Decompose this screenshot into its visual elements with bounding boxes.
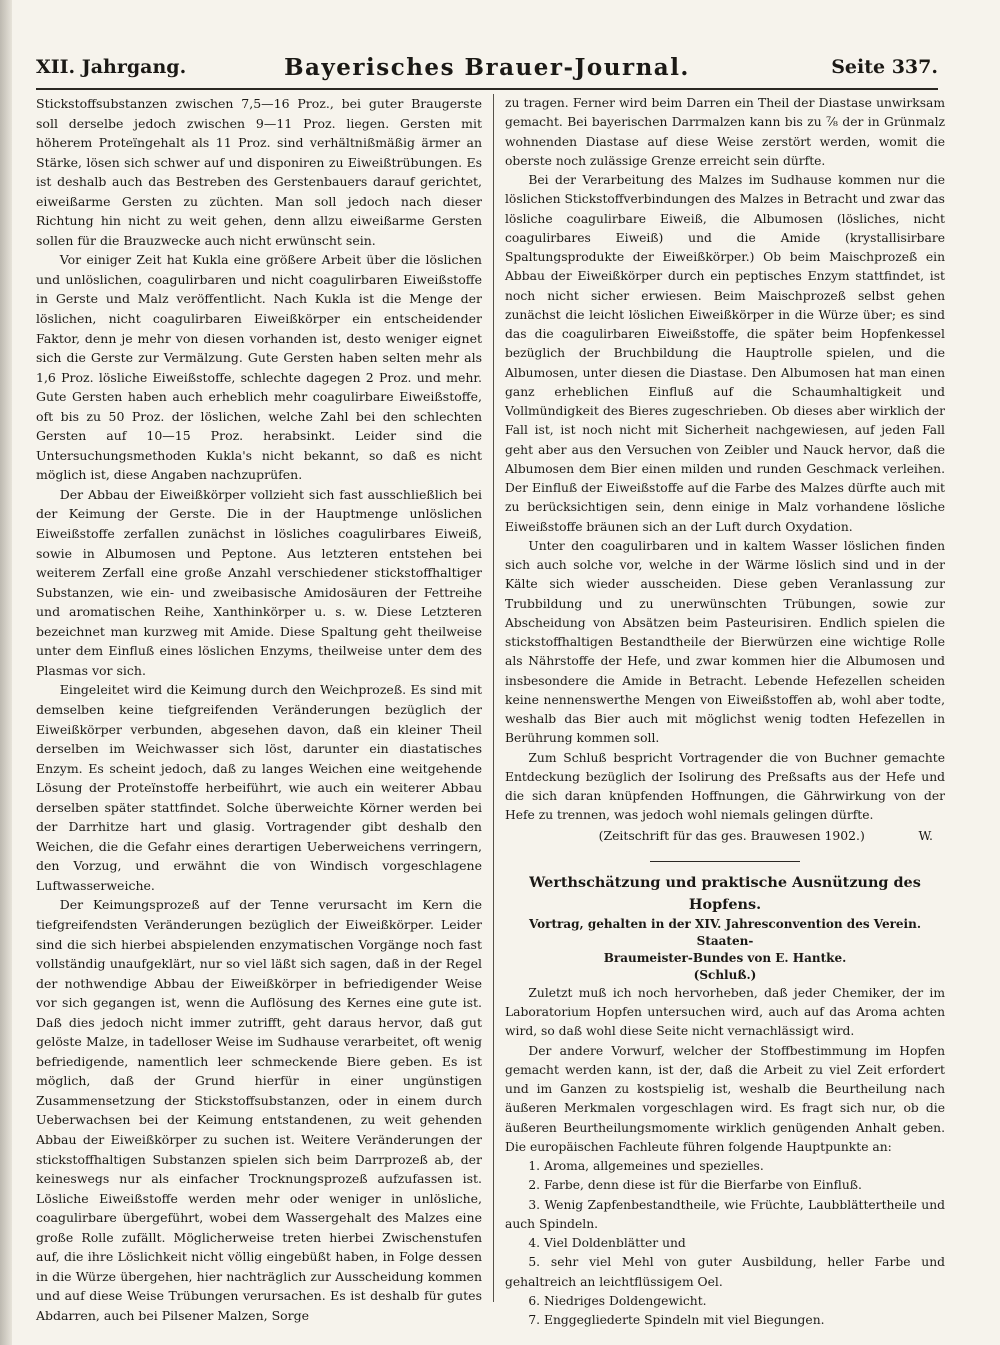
article-subtitle: Vortrag, gehalten in der XIV. Jahresconvention des Verein. Staaten- — [528, 916, 922, 948]
list-item: 1. Aroma, allgemeines und spezielles. — [528, 1159, 764, 1173]
paragraph: Eingeleitet wird die Keimung durch den Weichprozeß. Es sind mit demselben keine tiefgreifenden Veränderungen bezüglich der Eiweißkörper verbunden, abgesehen davon, daß ein kleiner Theil derselben im Weichwasser sich löst, darunter ein diastatisches Enzym. Es scheint jedoch, daß zu langes Weichen eine weitgehende Lösung der Proteïnstoffe herbeiführt, wie auch ein weiterer Abbau derselben später stattfindet. Solche überweichte Körner werden bei der Darrhitze hart und glasig. Vortragender gibt deshalb den Weichen, die die Gefahr eines derartigen Ueberweichens verringern, den Vorzug, und erwähnt die von Windisch vorgeschlagene Luftwasserweiche. — [36, 682, 482, 893]
article-title: Werthschätzung und praktische Ausnützung des Hopfens. — [529, 873, 921, 913]
paragraph: zu tragen. Ferner wird beim Darren ein Theil der Diastase unwirksam gemacht. Bei bayerischen Darrmalzen kann bis zu ⁷⁄₈ der in Grünmalz wohnenden Diastase auf diese Weise zerstört werden, womit die oberste noch zulässige Grenze erreicht sein dürfte. — [505, 96, 945, 168]
list-item: 2. Farbe, denn diese ist für die Bierfarbe von Einfluß. — [528, 1178, 862, 1193]
article-subtitle: Braumeister-Bundes von E. Hantke. — [603, 950, 847, 965]
scan-edge — [0, 0, 12, 1345]
journal-title: Bayerisches Brauer-Journal. — [284, 54, 690, 81]
list-item: 4. Viel Doldenblätter und — [528, 1236, 686, 1250]
paragraph: Unter den coagulirbaren und in kaltem Wasser löslichen finden sich auch solche vor, welche in der Wärme löslich sind und in der Kälte sich wieder ausscheiden. Diese geben Veranlassung zur Trubbildung und zu unerwünschten Trübungen, sowie zur Abscheidung von Absätzen beim Pasteurisiren. Endlich spielen die stickstoffhaltigen Bestandtheile der Bierwürzen eine wichtige Rolle als Nährstoffe der Hefe, und zwar kommen hier die Albumosen und insbesondere die Amide in Betracht. Lebende Hefezellen scheiden keine nennenswerthe Mengen von Eiweißstoffen ab, wohl aber todte, weshalb das Bier auch mit möglichst wenig todten Hefezellen in Berührung kommen soll. — [505, 538, 945, 746]
paragraph: Der andere Vorwurf, welcher der Stoffbestimmung im Hopfen gemacht werden kann, ist der, daß die Arbeit zu viel Zeit erfordert und im Ganzen zu kostspielig ist, weshalb die Beurtheilung nach äußeren Merkmalen vorgeschlagen wird. Es fragt sich nur, ob die äußeren Beurtheilungsmomente wirklich genügenden Anhalt geben. Die europäischen Fachleute führen folgende Hauptpunkte an: — [505, 1043, 945, 1154]
article-continuation-note: (Schluß.) — [693, 967, 757, 982]
paragraph: Stickstoffsubstanzen zwischen 7,5—16 Proz., bei guter Braugerste soll derselbe jedoch zwischen 9—11 Proz. liegen. Gersten mit höherem Proteïngehalt als 11 Proz. sind verhältnißmäßig ärmer an Stärke, lösen sich schwer auf und disponiren zu Eiweißtrübungen. Es ist deshalb auch das Bestreben des Gerstenbauers darauf gerichtet, eiweißarme Gersten zu züchten. Man soll jedoch nach dieser Richtung hin nicht zu weit gehen, denn allzu eiweißarme Gersten sollen für die Brauzwecke auch nicht erwünscht sein. — [36, 96, 482, 248]
list-item: 7. Enggegliederte Spindeln mit viel Biegungen. — [528, 1313, 825, 1327]
column-divider — [493, 94, 494, 1302]
source-text: (Zeitschrift für das ges. Brauwesen 1902.) — [598, 827, 865, 843]
left-column — [36, 94, 482, 1325]
paragraph: Der Keimungsprozeß auf der Tenne verursacht im Kern die tiefgreifendsten Veränderungen bezüglich der Eiweißkörper. Leider sind die sich hierbei abspielenden enzymatischen Vorgänge noch fast vollständig unaufgeklärt, nur so viel läßt sich sagen, daß in der Regel der nothwendige Abbau der Eiweißkörper in befriedigender Weise vor sich gegangen ist, wenn die Auflösung des Kernes eine gute ist. Daß dies jedoch nicht immer zutrifft, geht daraus hervor, daß gut gelöste Malze, in tadelloser Weise im Sudhause verarbeitet, oft wenig befriedigende, namentlich leer schmeckende Biere geben. Es ist möglich, daß der Grund hierfür in einer ungünstigen Zusammensetzung der Stickstoffsubstanzen, oder in einem durch Ueberwachsen bei der Keimung entstandenen, zu weit gehenden Abbau der Eiweißkörper zu suchen ist. Weitere Veränderungen der stickstoffhaltigen Substanzen spielen sich beim Darrprozeß ab, der keineswegs nur als einfacher Trocknungsprozeß aufzufassen ist. Lösliche Eiweißstoffe werden mehr oder weniger in unlösliche, coagulirbare übergeführt, wobei dem Wassergehalt des Malzes eine große Rolle zufällt. Möglicherweise treten hierbei Zwischenstufen auf, die ihre Löslichkeit nicht völlig eingebüßt haben, in Folge dessen in die Würze übergehen, hier nachträglich zur Ausscheidung kommen und auf diese Weise Trübungen verursachen. Es ist deshalb für gutes Abdarren, auch bei Pilsener Malzen, Sorge — [36, 897, 482, 1323]
author-signature: W. — [918, 827, 933, 843]
source-citation — [505, 826, 945, 845]
right-column — [505, 94, 945, 1330]
paragraph: Zuletzt muß ich noch hervorheben, daß jeder Chemiker, der im Laboratorium Hopfen untersuchen wird, auch auf das Aroma achten wird, so daß wohl diese Seite nicht vernachlässigt wird. — [505, 985, 945, 1039]
paragraph: Bei der Verarbeitung des Malzes im Sudhause kommen nur die löslichen Stickstoffverbindungen des Malzes in Betracht und zwar das lösliche coagulirbare Eiweiß, die Albumosen (lösliches, nicht coagulirbares Eiweiß) und die Amide (krystallisirbare Spaltungsprodukte der Eiweißkörper.) Ob beim Maischprozeß ein Abbau der Eiweißkörper durch ein peptisches Enzym stattfindet, ist noch nicht sicher erwiesen. Beim Maischprozeß selbst gehen zunächst die leicht löslichen Eiweißkörper in die Würze über; es sind das die coagulirbaren Eiweißstoffe, die später beim Hopfenkessel bezüglich der Bruchbildung die Hauptrolle spielen, und die Albumosen, unter diesen die Diastase. Den Albumosen hat man einen ganz erheblichen Einfluß auf die Schaumhaltigkeit und Vollmündigkeit des Bieres zugeschrieben. Ob dieses aber wirklich der Fall ist, ist noch nicht mit Sicherheit nachgewiesen, auf jeden Fall geht aber aus den Versuchen von Zeibler und Nauck hervor, daß die Albumosen dem Bier einen milden und runden Geschmack verleihen. Der Einfluß der Eiweißstoffe auf die Farbe des Malzes dürfte auch mit zu berücksichtigen sein, denn einige in Malz vorhandene lösliche Eiweißstoffe bräunen sich an der Luft durch Oxydation. — [505, 173, 945, 534]
page-header — [36, 56, 938, 86]
paragraph: Der Abbau der Eiweißkörper vollzieht sich fast ausschließlich bei der Keimung der Gerste. Die in der Hauptmenge unlöslichen Eiweißstoffe zerfallen zunächst in lösliches coagulirbares Eiweiß, sowie in Albumosen und Peptone. Aus letzteren entstehen bei weiterem Zerfall eine große Anzahl verschiedener stickstoffhaltiger Substanzen, wie ein- und zweibasische Amidosäuren der Fettreihe und aromatischen Reihe, Xanthinkörper u. s. w. Diese Letzteren bezeichnet man kurzweg mit Amide. Diese Spaltung geht theilweise unter dem Einfluß eines löslichen Enzyms, theilweise unter dem des Plasmas vor sich. — [36, 486, 482, 678]
paragraph: Vor einiger Zeit hat Kukla eine größere Arbeit über die löslichen und unlöslichen, coagulirbaren und nicht coagulirbaren Eiweißstoffe in Gerste und Malz veröffentlicht. Nach Kukla ist die Menge der löslichen, nicht coagulirbaren Eiweißkörper ein entscheidender Faktor, denn je mehr von diesen vorhanden ist, desto weniger eignet sich die Gerste zur Vermälzung. Gute Gersten haben selten mehr als 1,6 Proz. lösliche Eiweißstoffe, schlechte dagegen 2 Proz. und mehr. Gute Gersten haben auch erheblich mehr coagulirbare Eiweißstoffe, oft bis zu 50 Proz. der löslichen, welche Zahl bei den schlechten Gersten auf 10—15 Proz. herabsinkt. Leider sind die Untersuchungsmethoden Kukla's nicht bekannt, so daß es nicht möglich ist, diese Angaben nachzuprüfen. — [36, 252, 482, 483]
list-item: 3. Wenig Zapfenbestandtheile, wie Früchte, Laubblättertheile und auch Spindeln. — [505, 1197, 945, 1231]
paragraph: Zum Schluß bespricht Vortragender die von Buchner gemachte Entdeckung bezüglich der Isolirung des Preßsafts aus der Hefe und die sich daran knüpfenden Hoffnungen, die Gährwirkung von der Hefe zu trennen, was jedoch wohl niemals gelingen dürfte. — [505, 750, 945, 823]
page-number: Seite 337. — [831, 56, 938, 78]
section-rule — [650, 861, 800, 862]
criteria-list — [505, 1157, 945, 1330]
volume-label: XII. Jahrgang. — [36, 56, 187, 78]
list-item: 6. Niedriges Doldengewicht. — [528, 1293, 707, 1308]
list-item: 5. sehr viel Mehl von guter Ausbildung, heller Farbe und gehaltreich an leichtflüssigem Oel. — [505, 1255, 945, 1289]
header-rule — [36, 88, 938, 90]
